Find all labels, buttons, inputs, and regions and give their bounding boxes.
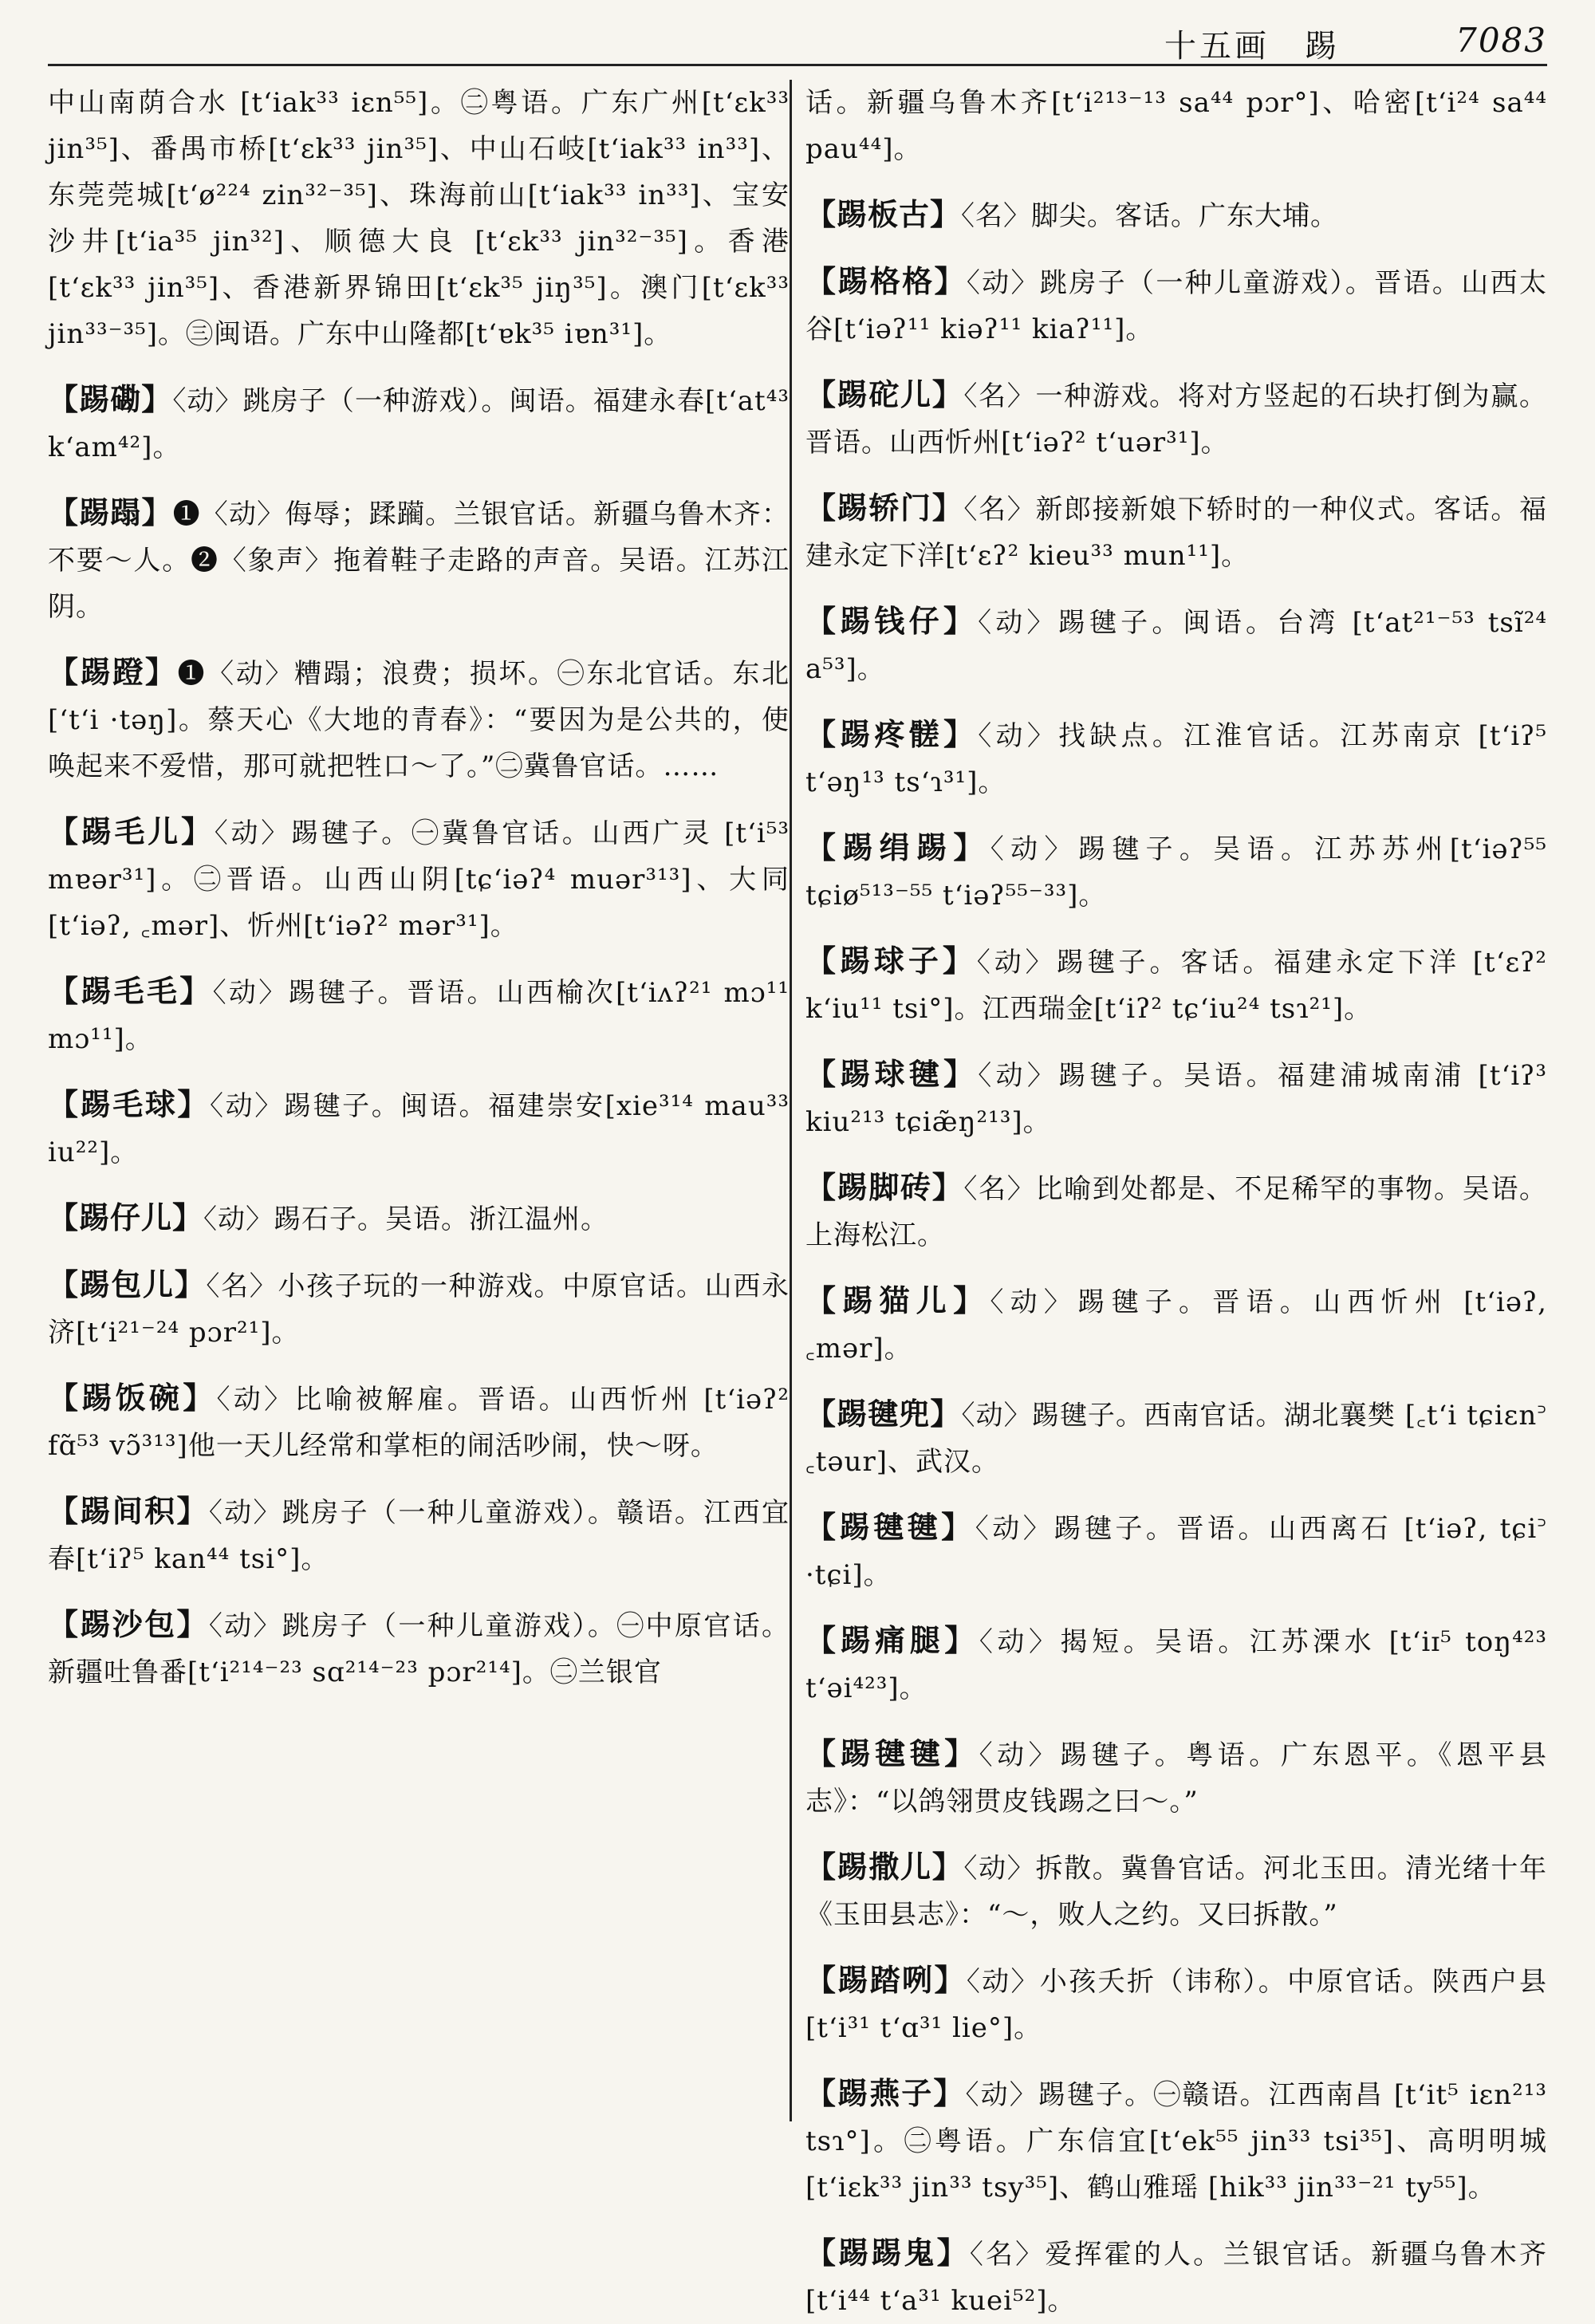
entry-headword: 【踢踏咧】 xyxy=(805,1962,967,1998)
entry-definition: 〈动〉找缺点。江淮官话。江苏南京 [t‘iʔ⁵ t‘əŋ¹³ ts‘ɿ³¹]。 xyxy=(805,720,1547,798)
dictionary-entry xyxy=(805,825,1547,919)
dictionary-entry xyxy=(805,2230,1547,2324)
entry-headword: 【踢饭碗】 xyxy=(48,1380,217,1416)
entry-headword: 【踢球毽】 xyxy=(805,1056,979,1092)
dictionary-entry xyxy=(805,1278,1547,1372)
entry-headword: 【踢痛腿】 xyxy=(805,1622,979,1658)
dictionary-entry xyxy=(805,2070,1547,2211)
dictionary-entry xyxy=(48,1262,790,1356)
entry-headword: 【踢燕子】 xyxy=(805,2075,966,2111)
dictionary-entry xyxy=(805,938,1547,1032)
entry-headword: 【踢毛儿】 xyxy=(48,813,215,849)
dictionary-entry xyxy=(48,1601,790,1696)
entry-headword: 【踢毽毽】 xyxy=(805,1735,979,1771)
entry-headword: 【踢间积】 xyxy=(48,1493,209,1529)
entry-headword: 【踢蹬】 xyxy=(48,654,178,690)
entry-definition: 〈名〉脚尖。客话。广东大埔。 xyxy=(961,200,1339,232)
entry-definition: 中山南荫合水 [t‘iak³³ iɛn⁵⁵]。㊁粤语。广东广州[t‘ɛk³³ jin³⁵]、番禺市桥[t‘ɛk³³ jin³⁵]、中山石岐[t‘iak³³ in³³]、东莞莞城[t‘ø²²⁴ zin³²⁻³⁵]、珠海前山[t‘iak³³ in³³]、宝安沙井[t‘ia³⁵ jin³²]、顺德大良 [t‘ɛk³³ jin³²⁻³⁵]。香港[t‘ɛk³³ jin³⁵]、香港新界锦田[t‘ɛk³⁵ jiŋ³⁵]。澳门[t‘ɛk³³ jin³³⁻³⁵]。㊂闽语。广东中山隆都[t‘ɐk³⁵ iɐn³¹]。 xyxy=(48,87,790,350)
dictionary-entry xyxy=(805,191,1547,239)
entry-definition: 〈动〉踢毽子。粤语。广东恩平。《恩平县志》：“以鸽翎贯皮钱踢之曰～。” xyxy=(805,1739,1547,1818)
entry-definition: ❶〈动〉侮辱；蹂躏。兰银官话。新疆乌鲁木齐：不要～人。❷〈象声〉拖着鞋子走路的声音。吴语。江苏江阴。 xyxy=(48,498,790,623)
entry-headword: 【踢轿门】 xyxy=(805,490,964,526)
entry-definition: 〈名〉爱挥霍的人。兰银官话。新疆乌鲁木齐[t‘i⁴⁴ t‘a³¹ kuei⁵²]。 xyxy=(805,2239,1547,2317)
entry-definition: 〈动〉踢毽子。闽语。台湾 [t‘at²¹⁻⁵³ tsĩ²⁴ a⁵³]。 xyxy=(805,607,1547,685)
entry-definition: 〈名〉一种游戏。将对方竖起的石块打倒为赢。晋语。山西忻州[t‘iəʔ² t‘uər³¹]。 xyxy=(805,380,1547,459)
entry-definition: 〈名〉比喻到处都是、不足稀罕的事物。吴语。上海松江。 xyxy=(805,1173,1547,1251)
dictionary-entry xyxy=(805,1731,1547,1825)
entry-headword: 【踢毛毛】 xyxy=(48,973,213,1009)
entry-headword: 【踢踢鬼】 xyxy=(805,2235,970,2271)
dictionary-entry xyxy=(805,485,1547,579)
dictionary-entry xyxy=(805,258,1547,353)
entry-definition: 〈动〉踢毽子。晋语。山西离石 [t‘iəʔ, tɕi꜄ ·tɕi]。 xyxy=(805,1513,1547,1591)
entry-definition: 〈动〉揭短。吴语。江苏溧水 [t‘iɪ⁵ toŋ⁴²³ t‘əi⁴²³]。 xyxy=(805,1626,1547,1704)
entry-definition: 〈动〉跳房子（一种儿童游戏）。晋语。山西太谷[t‘iəʔ¹¹ kiəʔ¹¹ kiaʔ¹¹]。 xyxy=(805,267,1547,345)
entry-headword: 【踢球子】 xyxy=(805,943,977,979)
entry-definition: 〈动〉踢毽子。㊀赣语。江西南昌 [t‘it⁵ iɛn²¹³ tsɿ°]。㊁粤语。广东信宜[t‘ek⁵⁵ jin³³ tsi³⁵]、高明明城[t‘iɛk³³ jin³³ tsy³⁵]、鹤山雅瑶 [hik³³ jin³³⁻²¹ ty⁵⁵]。 xyxy=(805,2079,1547,2204)
dictionary-entry xyxy=(48,1488,790,1582)
dictionary-entry xyxy=(48,80,790,357)
dictionary-entry xyxy=(805,1164,1547,1259)
entry-headword: 【踢毽兜】 xyxy=(805,1396,962,1432)
entry-definition: 〈名〉小孩子玩的一种游戏。中原官话。山西永济[t‘i²¹⁻²⁴ pɔr²¹]。 xyxy=(48,1270,790,1349)
dictionary-entry xyxy=(805,711,1547,806)
entry-definition: 〈动〉小孩夭折（讳称）。中原官话。陕西户县[t‘i³¹ t‘ɑ³¹ lie°]。 xyxy=(805,1966,1547,2044)
entry-definition: ❶〈动〉糟蹋；浪费；损坏。㊀东北官话。东北[‘t‘i ·təŋ]。蔡天心《大地的青春》：“要因为是公共的，使唤起来不爱惜，那可就把牲口～了。”㊁冀鲁官话。…… xyxy=(48,658,790,782)
dictionary-entry xyxy=(48,968,790,1062)
dictionary-entry xyxy=(805,80,1547,172)
dictionary-entry xyxy=(48,1375,790,1469)
dictionary-entry xyxy=(48,809,790,949)
dictionary-entry xyxy=(805,1051,1547,1145)
entry-headword: 【踢磡】 xyxy=(48,381,173,417)
dictionary-entry xyxy=(805,1844,1547,1938)
dictionary-entry xyxy=(48,1195,790,1243)
entry-headword: 【踢钱仔】 xyxy=(805,603,979,639)
entry-headword: 【踢毛球】 xyxy=(48,1086,211,1122)
section-title: 十五画 踢 xyxy=(1164,28,1340,65)
dictionary-entry xyxy=(48,649,790,790)
left-column xyxy=(48,80,790,2129)
entry-definition: 〈动〉踢毽子。闽语。福建崇安[xie³¹⁴ mau³³ iu²²]。 xyxy=(48,1090,790,1168)
entry-definition: 〈动〉踢毽子。晋语。山西忻州 [t‘iəʔ, ꜀mər]。 xyxy=(805,1286,1547,1365)
dictionary-entry xyxy=(805,1617,1547,1711)
dictionary-entry xyxy=(48,1081,790,1176)
entry-definition: 〈动〉拆散。冀鲁官话。河北玉田。清光绪十年《玉田县志》：“～，败人之约。又曰拆散。” xyxy=(805,1853,1547,1931)
entry-headword: 【踢绢踢】 xyxy=(805,829,990,865)
entry-definition: 〈动〉踢毽子。吴语。福建浦城南浦 [t‘iʔ³ kiu²¹³ tɕiæ̃ŋ²¹³]。 xyxy=(805,1060,1547,1138)
entry-definition: 〈动〉跳房子（一种儿童游戏）。㊀中原官话。新疆吐鲁番[t‘i²¹⁴⁻²³ sɑ²¹⁴⁻²³ pɔr²¹⁴]。㊁兰银官 xyxy=(48,1610,790,1688)
entry-definition: 〈动〉比喻被解雇。晋语。山西忻州 [t‘iəʔ² fɑ̃⁵³ vɔ̃³¹³]他一天儿经常和掌柜的闹活吵闹，快～呀。 xyxy=(48,1384,790,1462)
entry-headword: 【踢毽毽】 xyxy=(805,1509,975,1545)
dictionary-entry xyxy=(805,1391,1547,1485)
entry-headword: 【踢包儿】 xyxy=(48,1266,207,1302)
entry-headword: 【踢仔儿】 xyxy=(48,1199,204,1235)
dictionary-entry xyxy=(48,490,790,630)
entry-definition: 〈动〉踢毽子。晋语。山西榆次[t‘iʌʔ²¹ mɔ¹¹ mɔ¹¹]。 xyxy=(48,977,790,1055)
entry-definition: 〈动〉跳房子（一种儿童游戏）。赣语。江西宜春[t‘iʔ⁵ kan⁴⁴ tsi°]。 xyxy=(48,1497,790,1575)
entry-headword: 【踢砣儿】 xyxy=(805,376,964,412)
entry-definition: 〈动〉踢石子。吴语。浙江温州。 xyxy=(203,1203,609,1235)
column-divider xyxy=(790,80,792,2121)
dictionary-entry xyxy=(805,372,1547,466)
entry-definition: 〈名〉新郎接新娘下轿时的一种仪式。客话。福建永定下洋[t‘ɛʔ² kieu³³ mun¹¹]。 xyxy=(805,494,1547,572)
entry-headword: 【踢疼髊】 xyxy=(805,716,979,752)
entry-headword: 【踢脚砖】 xyxy=(805,1169,964,1205)
entry-definition: 〈动〉踢毽子。㊀冀鲁官话。山西广灵 [t‘i⁵³ mɐər³¹]。㊁晋语。山西山阴[tɕ‘iəʔ⁴ muər³¹³]、大同[t‘iəʔ, ꜀mər]、忻州[t‘iəʔ² mər³¹]。 xyxy=(48,817,790,942)
entry-headword: 【踢蹋】 xyxy=(48,494,173,530)
entry-definition: 〈动〉跳房子（一种游戏）。闽语。福建永春[t‘at⁴³ k‘am⁴²]。 xyxy=(48,385,790,463)
dictionary-entry xyxy=(805,1504,1547,1598)
entry-headword: 【踢板古】 xyxy=(805,196,962,232)
dictionary-entry xyxy=(48,376,790,471)
page-number: 7083 xyxy=(1455,21,1547,60)
entry-headword: 【踢格格】 xyxy=(805,263,967,299)
entry-headword: 【踢猫儿】 xyxy=(805,1282,990,1318)
dictionary-entry xyxy=(805,1957,1547,2051)
right-column xyxy=(805,80,1547,2317)
page-header xyxy=(48,14,1547,66)
entry-definition: 〈动〉踢毽子。客话。福建永定下洋 [t‘ɛʔ² k‘iu¹¹ tsi°]。江西瑞金[t‘iʔ² tɕ‘iu²⁴ tsɿ²¹]。 xyxy=(805,947,1547,1025)
dictionary-entry xyxy=(805,598,1547,692)
entry-definition: 〈动〉踢毽子。西南官话。湖北襄樊 [꜀t‘i tɕiɛn꜄ ꜀təur]、武汉。 xyxy=(805,1400,1547,1478)
entry-definition: 〈动〉踢毽子。吴语。江苏苏州[t‘iəʔ⁵⁵ tɕiø⁵¹³⁻⁵⁵ t‘iəʔ⁵⁵⁻³³]。 xyxy=(805,833,1547,912)
entry-definition: 话。新疆乌鲁木齐[t‘i²¹³⁻¹³ sa⁴⁴ pɔr°]、哈密[t‘i²⁴ sa⁴⁴ pau⁴⁴]。 xyxy=(805,87,1547,165)
entry-headword: 【踢沙包】 xyxy=(48,1606,209,1642)
entry-headword: 【踢撒儿】 xyxy=(805,1849,964,1885)
